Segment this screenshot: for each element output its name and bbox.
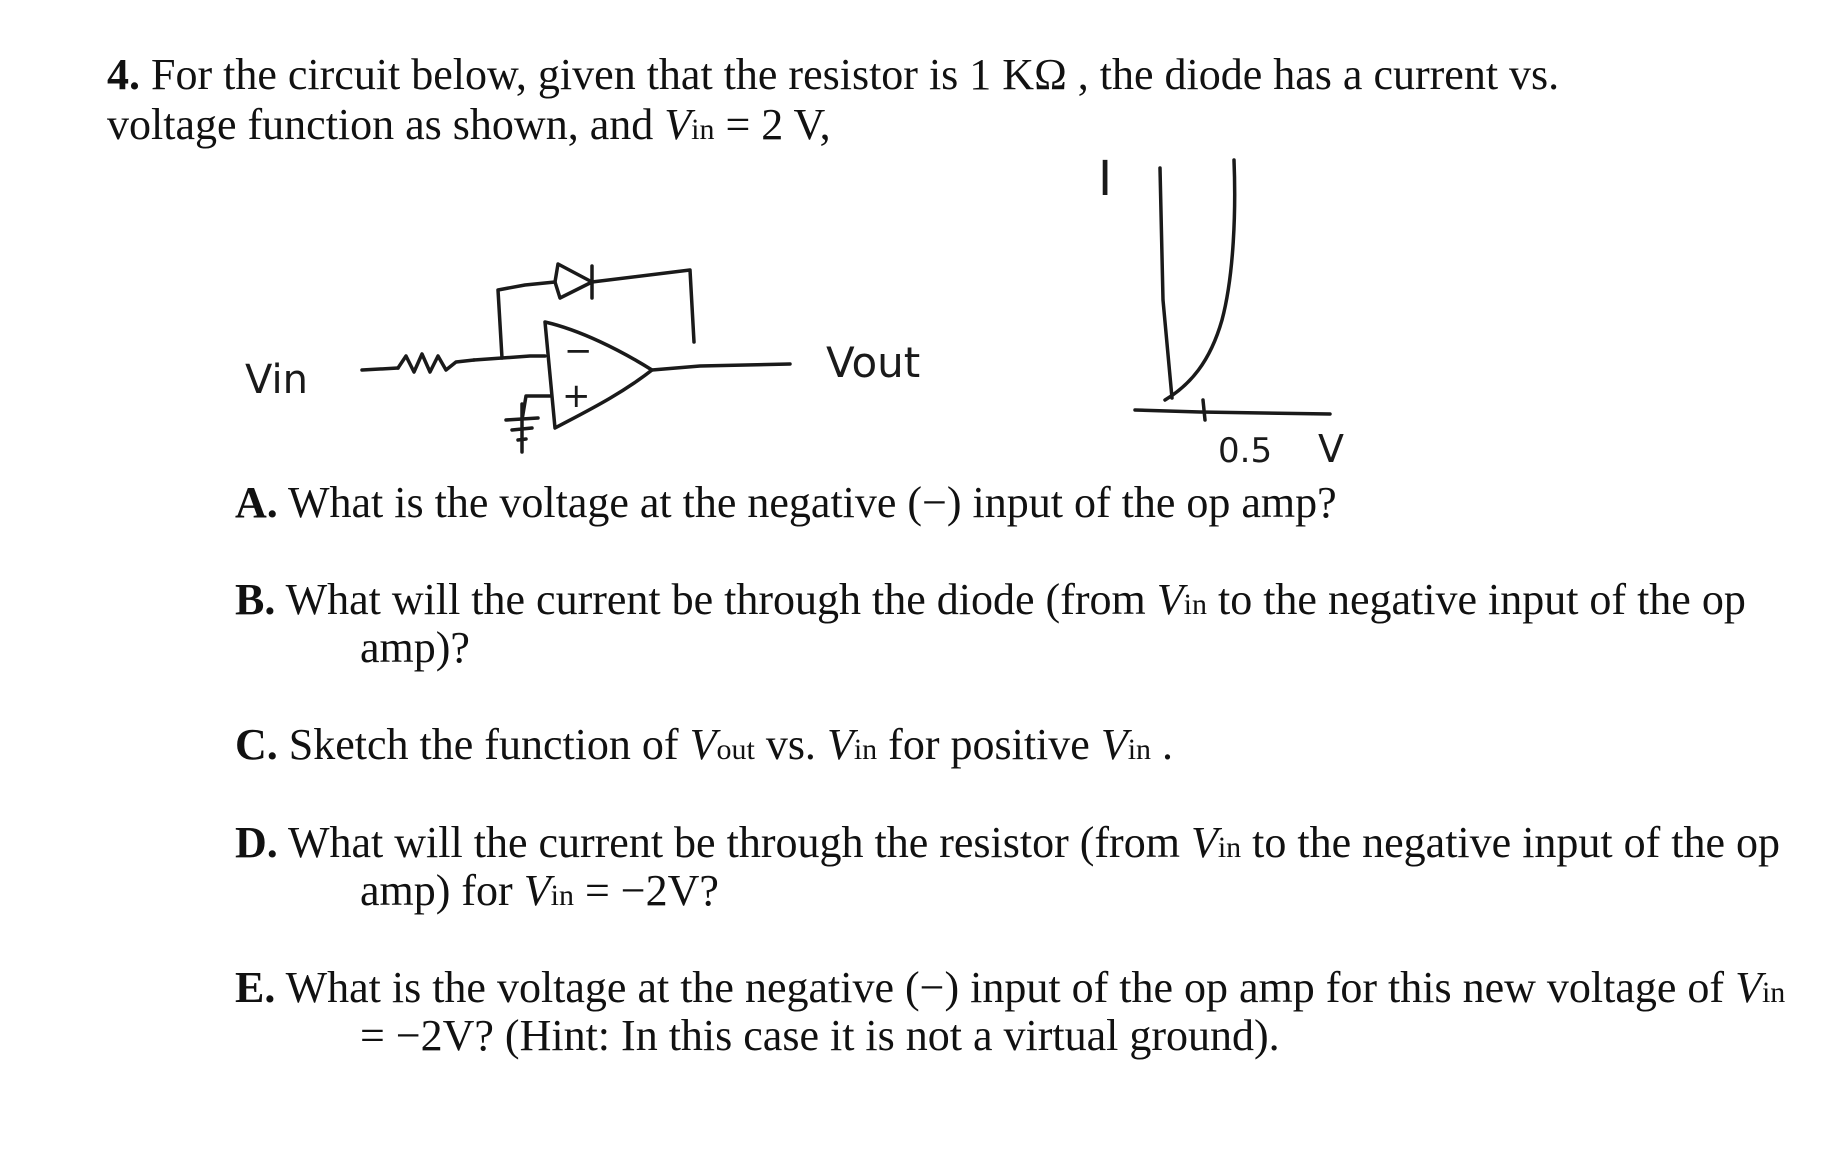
graph-y-axis <box>1160 168 1172 398</box>
question-d-line-2: amp) for Vin = −2V? <box>360 866 719 915</box>
question-a <box>235 478 1337 528</box>
graph-x-unit-label: V <box>1318 427 1344 471</box>
graph-y-label: I <box>1098 151 1113 207</box>
question-b-line-1: B. What will the current be through the diode (from Vin to the negative input of the op <box>235 575 1746 624</box>
opamp-minus-sign: − <box>564 331 593 371</box>
input-wire <box>362 368 398 370</box>
question-c: C. Sketch the function of Vout vs. Vin for positive Vin . <box>235 720 1174 769</box>
minus-input-wire <box>474 356 545 360</box>
diode-symbol <box>555 264 592 298</box>
output-wire <box>652 364 790 370</box>
problem-intro-text-1: For the circuit below, given that the resistor is 1 KΩ , the diode has a current vs. <box>140 50 1560 99</box>
vin-symbol: Vin <box>664 100 715 149</box>
vin-label: Vin <box>245 357 308 403</box>
ground-symbol <box>506 404 538 452</box>
vin-symbol: Vin <box>1735 963 1786 1012</box>
problem-intro-text-2a: voltage function as shown, and <box>107 100 665 149</box>
problem-intro-text-2b: = 2 V, <box>714 100 831 149</box>
graph-diode-curve <box>1165 160 1235 400</box>
vin-symbol: Vin <box>523 866 574 915</box>
vout-label: Vout <box>826 338 921 387</box>
resistor-zigzag <box>398 354 474 372</box>
feedback-wire-top <box>592 270 694 342</box>
graph-x-tick <box>1203 400 1205 420</box>
vin-symbol: Vin <box>1156 575 1207 624</box>
vout-symbol: Vout <box>689 720 755 769</box>
opamp-plus-sign: + <box>562 376 591 416</box>
question-e-line-2: = −2V? (Hint: In this case it is not a virtual ground). <box>360 1011 1280 1060</box>
question-e-letter: E. <box>235 963 276 1012</box>
question-d-line-1: D. What will the current be through the resistor (from Vin to the negative input of the op <box>235 818 1781 867</box>
question-b-letter: B. <box>235 575 276 624</box>
question-e-line-1: E. What is the voltage at the negative (−) input of the op amp for this new voltage of Vin <box>235 963 1786 1012</box>
vin-symbol: Vin <box>1190 818 1242 867</box>
question-a-text: What is the voltage at the negative (−) input of the op amp? <box>277 478 1337 527</box>
question-d-letter: D. <box>235 818 278 867</box>
question-a-letter: A. <box>235 478 278 527</box>
question-b-line-2: amp)? <box>360 623 470 672</box>
problem-number: 4. <box>107 50 140 99</box>
graph-x-axis <box>1135 410 1330 414</box>
vin-symbol: Vin <box>826 720 878 769</box>
graph-x-tick-label: 0.5 <box>1218 431 1273 471</box>
question-c-letter: C. <box>235 720 278 769</box>
vin-symbol: Vin <box>1100 720 1152 769</box>
